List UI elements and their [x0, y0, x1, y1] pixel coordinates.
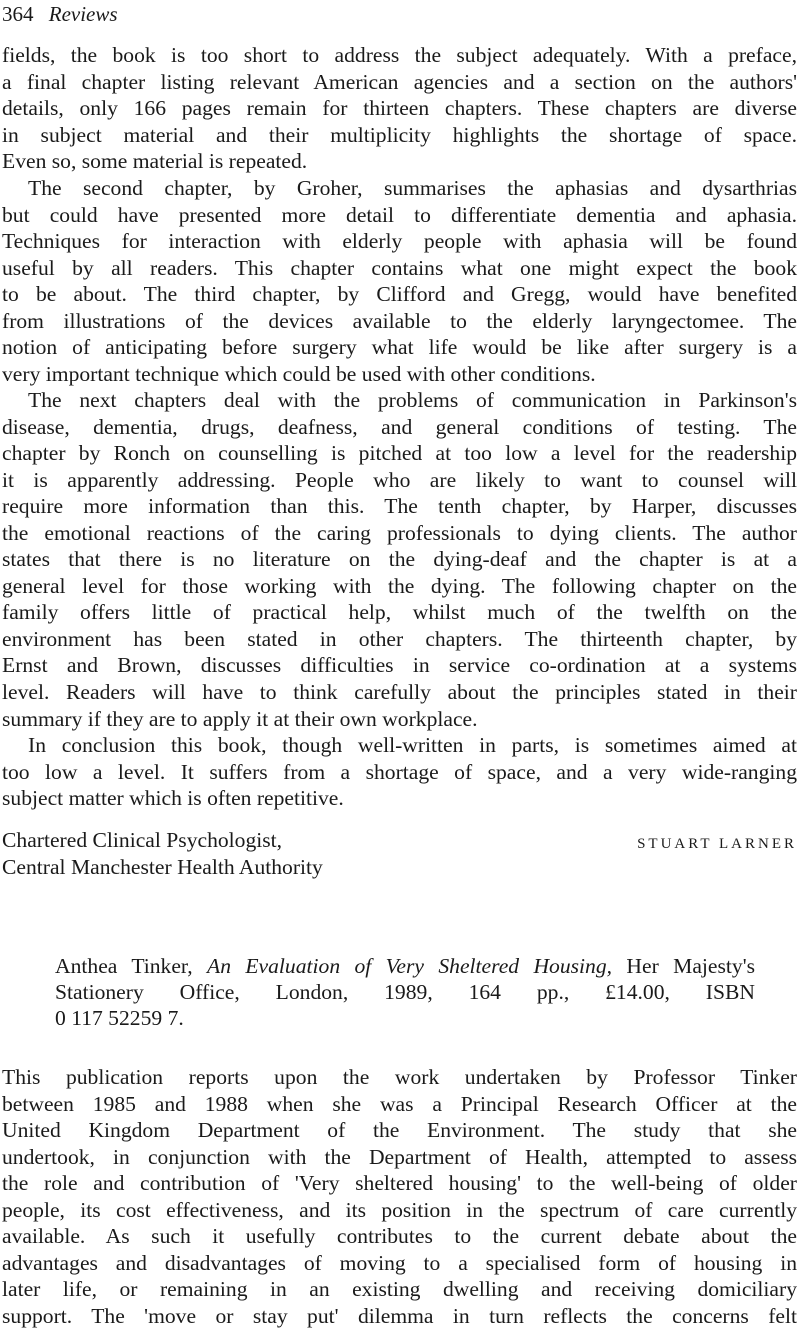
- text-line: require more information than this. The tenth chapter, by Harper, discusses: [2, 494, 797, 519]
- text-line: to be about. The third chapter, by Clifford and Gregg, would have benefited: [2, 282, 797, 307]
- text-line: notion of anticipating before surgery what life would be like after surgery is a: [2, 335, 797, 360]
- review1-paragraph-2: [2, 175, 797, 387]
- text-line: environment has been stated in other chapters. The thirteenth chapter, by: [2, 626, 797, 651]
- citation-line: [55, 953, 755, 979]
- text-line: useful by all readers. This chapter contains what one might expect the book: [2, 255, 797, 280]
- text-line: level. Readers will have to think carefully about the principles stated in their: [2, 680, 797, 705]
- text-line: available. As such it usefully contributes to the current debate about the: [2, 1224, 797, 1249]
- review1-signature: [2, 827, 797, 881]
- running-head: [2, 2, 118, 26]
- text-line: United Kingdom Department of the Environment. The study that she: [2, 1118, 797, 1143]
- text-line: In conclusion this book, though well-written in parts, is sometimes aimed at: [28, 733, 797, 757]
- book-author: Anthea Tinker,: [55, 954, 208, 978]
- text-line: Techniques for interaction with elderly people with aphasia will be found: [2, 229, 797, 254]
- affiliation-line: Central Manchester Health Authority: [2, 855, 323, 879]
- running-title: Reviews: [48, 2, 118, 26]
- review1-paragraph-4: [2, 732, 797, 812]
- text-line: Ernst and Brown, discusses difficulties in service co-ordination at a systems: [2, 653, 797, 678]
- affiliation-line: Chartered Clinical Psychologist,: [2, 828, 283, 852]
- text-line: summary if they are to apply it at their own workplace.: [2, 706, 478, 731]
- text-line: Even so, some material is repeated.: [2, 149, 308, 174]
- text-line: it is apparently addressing. People who are likely to want to counsel will: [2, 467, 797, 492]
- publisher: Her Majesty's: [612, 954, 755, 978]
- text-line: very important technique which could be used with other conditions.: [2, 361, 596, 386]
- reviewer-name: STUART LARNER: [637, 836, 797, 852]
- text-line: fields, the book is too short to address the subject adequately. With a preface,: [2, 43, 797, 67]
- text-line: people, its cost effectiveness, and its position in the spectrum of care currently: [2, 1197, 797, 1222]
- text-line: the role and contribution of 'Very sheltered housing' to the well-being of older: [2, 1171, 797, 1196]
- text-line: the emotional reactions of the caring professionals to dying clients. The author: [2, 520, 797, 545]
- text-line: advantages and disadvantages of moving to a specialised form of housing in: [2, 1250, 797, 1275]
- text-line: states that there is no literature on the dying-deaf and the chapter is at a: [2, 547, 797, 572]
- review1-paragraph-3: [2, 387, 797, 732]
- book-title: An Evaluation of Very Sheltered Housing,: [207, 954, 613, 978]
- text-line: a final chapter listing relevant American agencies and a section on the authors': [2, 69, 797, 94]
- page-number: 364: [2, 2, 34, 26]
- text-line: from illustrations of the devices available to the elderly laryngectomee. The: [2, 308, 797, 333]
- citation-line: Stationery Office, London, 1989, 164 pp., £14.00, ISBN: [55, 980, 755, 1004]
- text-line: later life, or remaining in an existing dwelling and receiving domiciliary: [2, 1277, 797, 1302]
- text-line: between 1985 and 1988 when she was a Principal Research Officer at the: [2, 1091, 797, 1116]
- review2-citation: [55, 953, 755, 1031]
- text-line: subject matter which is often repetitive.: [2, 786, 344, 811]
- text-line: The next chapters deal with the problems of communication in Parkinson's: [28, 388, 797, 412]
- text-line: general level for those working with the dying. The following chapter on the: [2, 573, 797, 598]
- text-line: details, only 166 pages remain for thirteen chapters. These chapters are diverse: [2, 96, 797, 121]
- text-line: too low a level. It suffers from a shortage of space, and a very wide-ranging: [2, 759, 797, 784]
- citation-isbn: 0 117 52259 7.: [55, 1006, 184, 1030]
- review1-paragraph-1: [2, 42, 797, 175]
- text-line: family offers little of practical help, whilst much of the twelfth on the: [2, 600, 797, 625]
- text-line: support. The 'move or stay put' dilemma in turn reflects the concerns felt: [2, 1303, 797, 1328]
- review2-paragraph-1: [2, 1064, 797, 1329]
- text-line: undertook, in conjunction with the Department of Health, attempted to assess: [2, 1144, 797, 1169]
- text-line: chapter by Ronch on counselling is pitched at too low a level for the readership: [2, 441, 797, 466]
- text-line: in subject material and their multiplicity highlights the shortage of space.: [2, 122, 797, 147]
- text-line: The second chapter, by Groher, summarises the aphasias and dysarthrias: [28, 176, 797, 200]
- text-line: This publication reports upon the work undertaken by Professor Tinker: [2, 1065, 797, 1089]
- text-line: disease, dementia, drugs, deafness, and general conditions of testing. The: [2, 414, 797, 439]
- text-line: but could have presented more detail to differentiate dementia and aphasia.: [2, 202, 797, 227]
